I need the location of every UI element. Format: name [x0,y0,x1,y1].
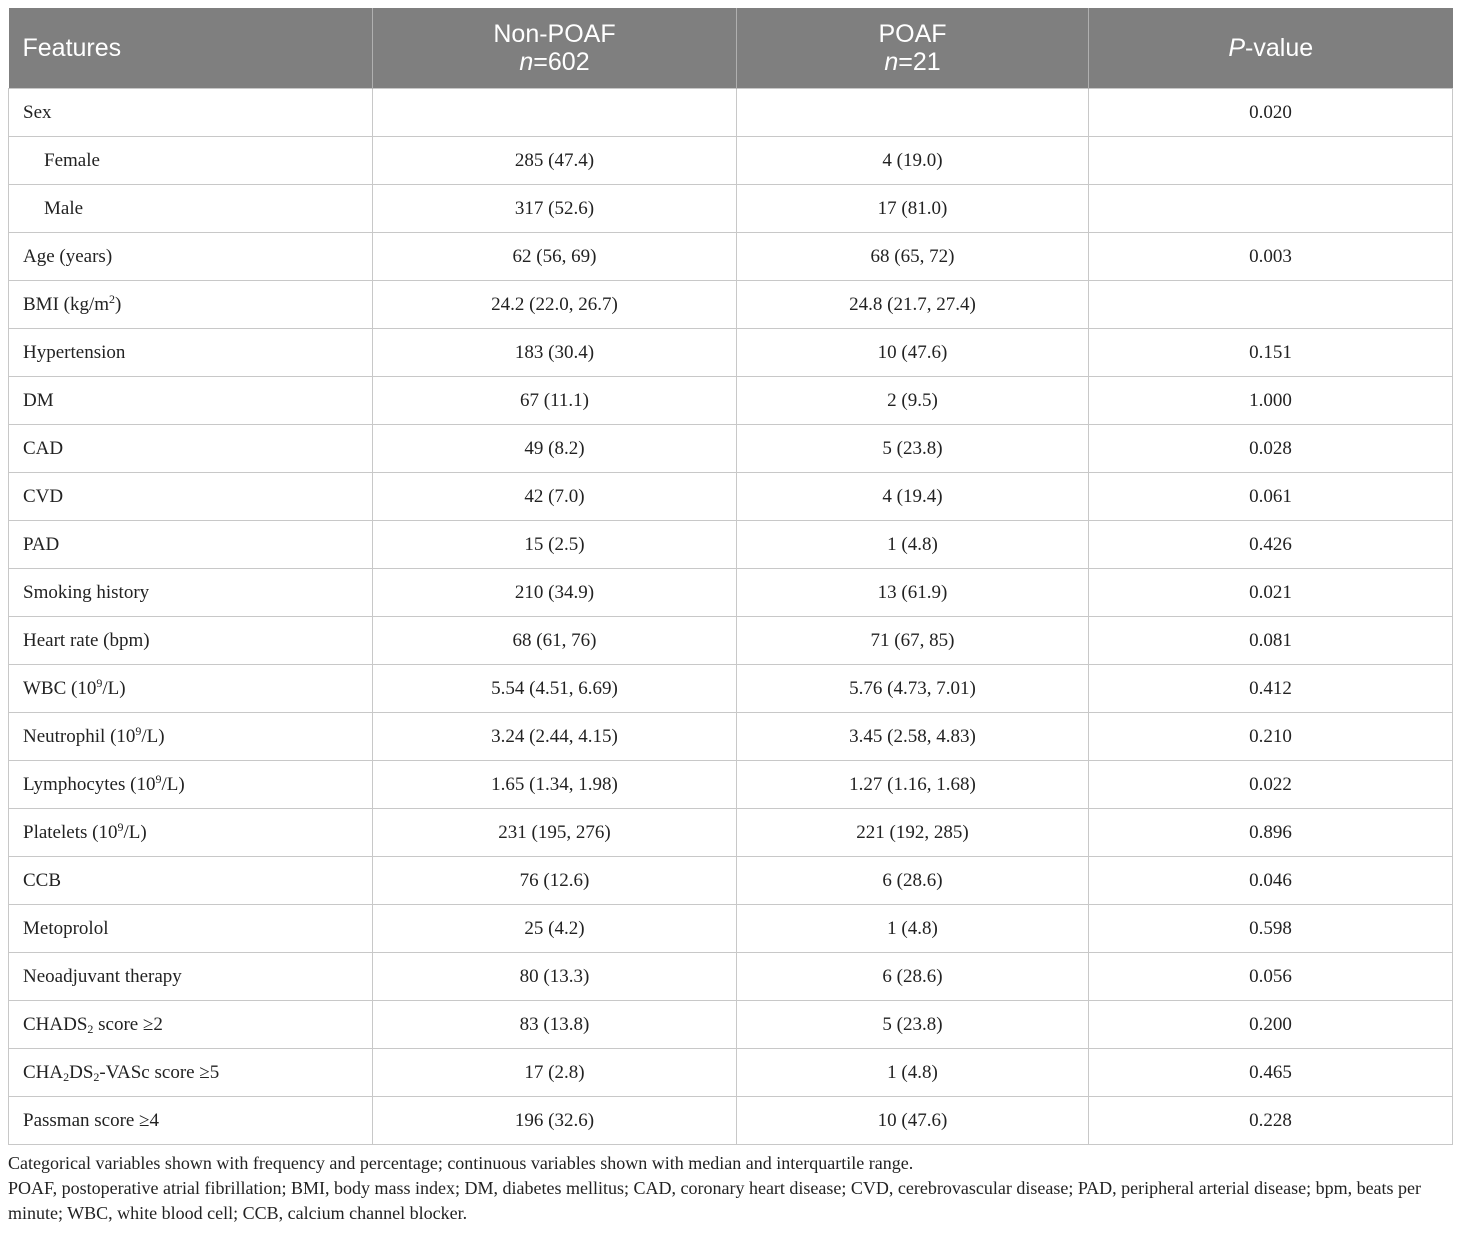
poaf-cell: 4 (19.0) [737,137,1089,185]
feature-text: Neutrophil (10 [23,725,136,747]
p-value-cell: 0.465 [1089,1049,1453,1097]
non-poaf-cell: 196 (32.6) [373,1097,737,1145]
superscript: 2 [109,291,116,306]
non-poaf-cell: 317 (52.6) [373,185,737,233]
feature-cell: Age (years) [9,233,373,281]
poaf-cell: 71 (67, 85) [737,617,1089,665]
table-row [9,713,1453,761]
feature-cell: PAD [9,521,373,569]
superscript: 9 [155,771,162,786]
table-row [9,473,1453,521]
table-row [9,521,1453,569]
poaf-cell: 1.27 (1.16, 1.68) [737,761,1089,809]
table-row [9,665,1453,713]
p-value-cell [1089,185,1453,233]
feature-cell: Metoprolol [9,905,373,953]
non-poaf-cell: 42 (7.0) [373,473,737,521]
non-poaf-cell: 210 (34.9) [373,569,737,617]
poaf-cell: 5.76 (4.73, 7.01) [737,665,1089,713]
feature-cell: CCB [9,857,373,905]
non-poaf-cell: 17 (2.8) [373,1049,737,1097]
non-poaf-cell: 231 (195, 276) [373,809,737,857]
table-body [9,89,1453,1145]
header-p-rest: -value [1245,34,1314,62]
feature-text: /L) [102,677,126,699]
poaf-cell: 5 (23.8) [737,1001,1089,1049]
table-row [9,89,1453,137]
p-value-cell: 0.061 [1089,473,1453,521]
feature-cell: CAD [9,425,373,473]
superscript: 9 [135,723,142,738]
subscript: 2 [93,1069,100,1084]
feature-cell [9,761,373,809]
feature-text: DS [69,1061,94,1083]
non-poaf-cell: 80 (13.3) [373,953,737,1001]
feature-cell [9,281,373,329]
feature-cell: Passman score ≥4 [9,1097,373,1145]
non-poaf-cell [373,89,737,137]
table-row [9,281,1453,329]
feature-text: /L) [123,821,147,843]
header-non-poaf-label: Non-POAF [493,20,616,48]
feature-cell: Female [9,137,373,185]
table-row [9,1001,1453,1049]
poaf-cell: 221 (192, 285) [737,809,1089,857]
subscript: 2 [87,1021,94,1036]
superscript: 9 [96,675,103,690]
p-value-cell: 0.046 [1089,857,1453,905]
p-value-cell: 0.081 [1089,617,1453,665]
subscript: 2 [63,1069,70,1084]
p-value-cell: 0.028 [1089,425,1453,473]
p-value-cell: 0.426 [1089,521,1453,569]
feature-text: score ≥2 [93,1013,163,1035]
non-poaf-cell: 49 (8.2) [373,425,737,473]
non-poaf-cell: 183 (30.4) [373,329,737,377]
poaf-cell: 68 (65, 72) [737,233,1089,281]
table-row [9,809,1453,857]
p-value-cell: 0.228 [1089,1097,1453,1145]
table-row [9,617,1453,665]
poaf-cell: 13 (61.9) [737,569,1089,617]
feature-cell: Heart rate (bpm) [9,617,373,665]
non-poaf-cell: 24.2 (22.0, 26.7) [373,281,737,329]
table-row [9,425,1453,473]
feature-text: BMI (kg/m [23,293,110,315]
feature-cell: DM [9,377,373,425]
p-value-cell [1089,281,1453,329]
header-non-poaf-n-label: n [519,48,534,76]
table-header [9,8,1453,89]
table-row [9,185,1453,233]
table-row [9,857,1453,905]
table-row [9,1097,1453,1145]
feature-cell: CVD [9,473,373,521]
poaf-cell: 4 (19.4) [737,473,1089,521]
table-row [9,953,1453,1001]
p-value-cell [1089,137,1453,185]
feature-cell [9,809,373,857]
feature-text: Lymphocytes (10 [23,773,156,795]
p-value-cell: 0.021 [1089,569,1453,617]
header-non-poaf [373,8,737,89]
feature-cell: Hypertension [9,329,373,377]
feature-cell [9,1001,373,1049]
feature-text: WBC (10 [23,677,97,699]
feature-text: CHA [23,1061,64,1083]
poaf-cell: 6 (28.6) [737,857,1089,905]
feature-cell: Smoking history [9,569,373,617]
non-poaf-cell: 285 (47.4) [373,137,737,185]
p-value-cell: 0.412 [1089,665,1453,713]
table-row [9,377,1453,425]
poaf-cell: 1 (4.8) [737,521,1089,569]
poaf-cell: 10 (47.6) [737,1097,1089,1145]
non-poaf-cell: 25 (4.2) [373,905,737,953]
header-poaf [737,8,1089,89]
p-value-cell: 0.003 [1089,233,1453,281]
feature-text: -VASc score ≥5 [99,1061,220,1083]
header-p-letter: P [1228,34,1246,62]
non-poaf-cell: 76 (12.6) [373,857,737,905]
feature-text: Platelets (10 [23,821,118,843]
table-row [9,329,1453,377]
feature-cell: Male [9,185,373,233]
feature-text: /L) [141,725,165,747]
poaf-cell: 5 (23.8) [737,425,1089,473]
superscript: 9 [117,819,124,834]
p-value-cell: 0.598 [1089,905,1453,953]
non-poaf-cell: 15 (2.5) [373,521,737,569]
feature-cell: Sex [9,89,373,137]
poaf-cell: 1 (4.8) [737,905,1089,953]
p-value-cell: 0.200 [1089,1001,1453,1049]
poaf-cell: 10 (47.6) [737,329,1089,377]
non-poaf-cell: 5.54 (4.51, 6.69) [373,665,737,713]
feature-cell: Neoadjuvant therapy [9,953,373,1001]
header-p-value [1089,8,1453,89]
header-features: Features [9,8,373,89]
feature-cell [9,665,373,713]
non-poaf-cell: 83 (13.8) [373,1001,737,1049]
non-poaf-cell: 67 (11.1) [373,377,737,425]
table-row [9,1049,1453,1097]
table-row [9,569,1453,617]
p-value-cell: 0.020 [1089,89,1453,137]
non-poaf-cell: 1.65 (1.34, 1.98) [373,761,737,809]
poaf-cell: 1 (4.8) [737,1049,1089,1097]
table-row [9,137,1453,185]
header-non-poaf-n-value: =602 [533,48,590,76]
table-footnotes [8,1151,1452,1226]
poaf-cell: 17 (81.0) [737,185,1089,233]
feature-text: CHADS [23,1013,88,1035]
header-poaf-n-value: =21 [898,48,941,76]
p-value-cell: 0.151 [1089,329,1453,377]
p-value-cell: 0.056 [1089,953,1453,1001]
baseline-characteristics-table [8,8,1453,1145]
poaf-cell: 3.45 (2.58, 4.83) [737,713,1089,761]
table-row [9,761,1453,809]
p-value-cell: 0.210 [1089,713,1453,761]
p-value-cell: 0.896 [1089,809,1453,857]
p-value-cell: 1.000 [1089,377,1453,425]
feature-cell [9,713,373,761]
table-row [9,905,1453,953]
header-poaf-label: POAF [878,20,947,48]
non-poaf-cell: 62 (56, 69) [373,233,737,281]
poaf-cell: 6 (28.6) [737,953,1089,1001]
poaf-cell: 24.8 (21.7, 27.4) [737,281,1089,329]
feature-text: /L) [161,773,185,795]
feature-text: ) [115,293,122,315]
p-value-cell: 0.022 [1089,761,1453,809]
poaf-cell [737,89,1089,137]
poaf-cell: 2 (9.5) [737,377,1089,425]
header-poaf-n-label: n [884,48,899,76]
feature-cell [9,1049,373,1097]
non-poaf-cell: 3.24 (2.44, 4.15) [373,713,737,761]
table-container [8,8,1452,1226]
non-poaf-cell: 68 (61, 76) [373,617,737,665]
table-row [9,233,1453,281]
footnote-line-2: POAF, postoperative atrial fibrillation; BMI, body mass index; DM, diabetes mellitus; CAD, coronary heart disease; CVD, cerebrovascular disease; PAD, peripheral arterial disease; bpm, beats per minute; WBC, white blood cell; CCB, calcium channel blocker. [8,1178,1422,1223]
footnote-line-1: Categorical variables shown with frequency and percentage; continuous variables shown with median and interquartile range. [8,1153,914,1173]
